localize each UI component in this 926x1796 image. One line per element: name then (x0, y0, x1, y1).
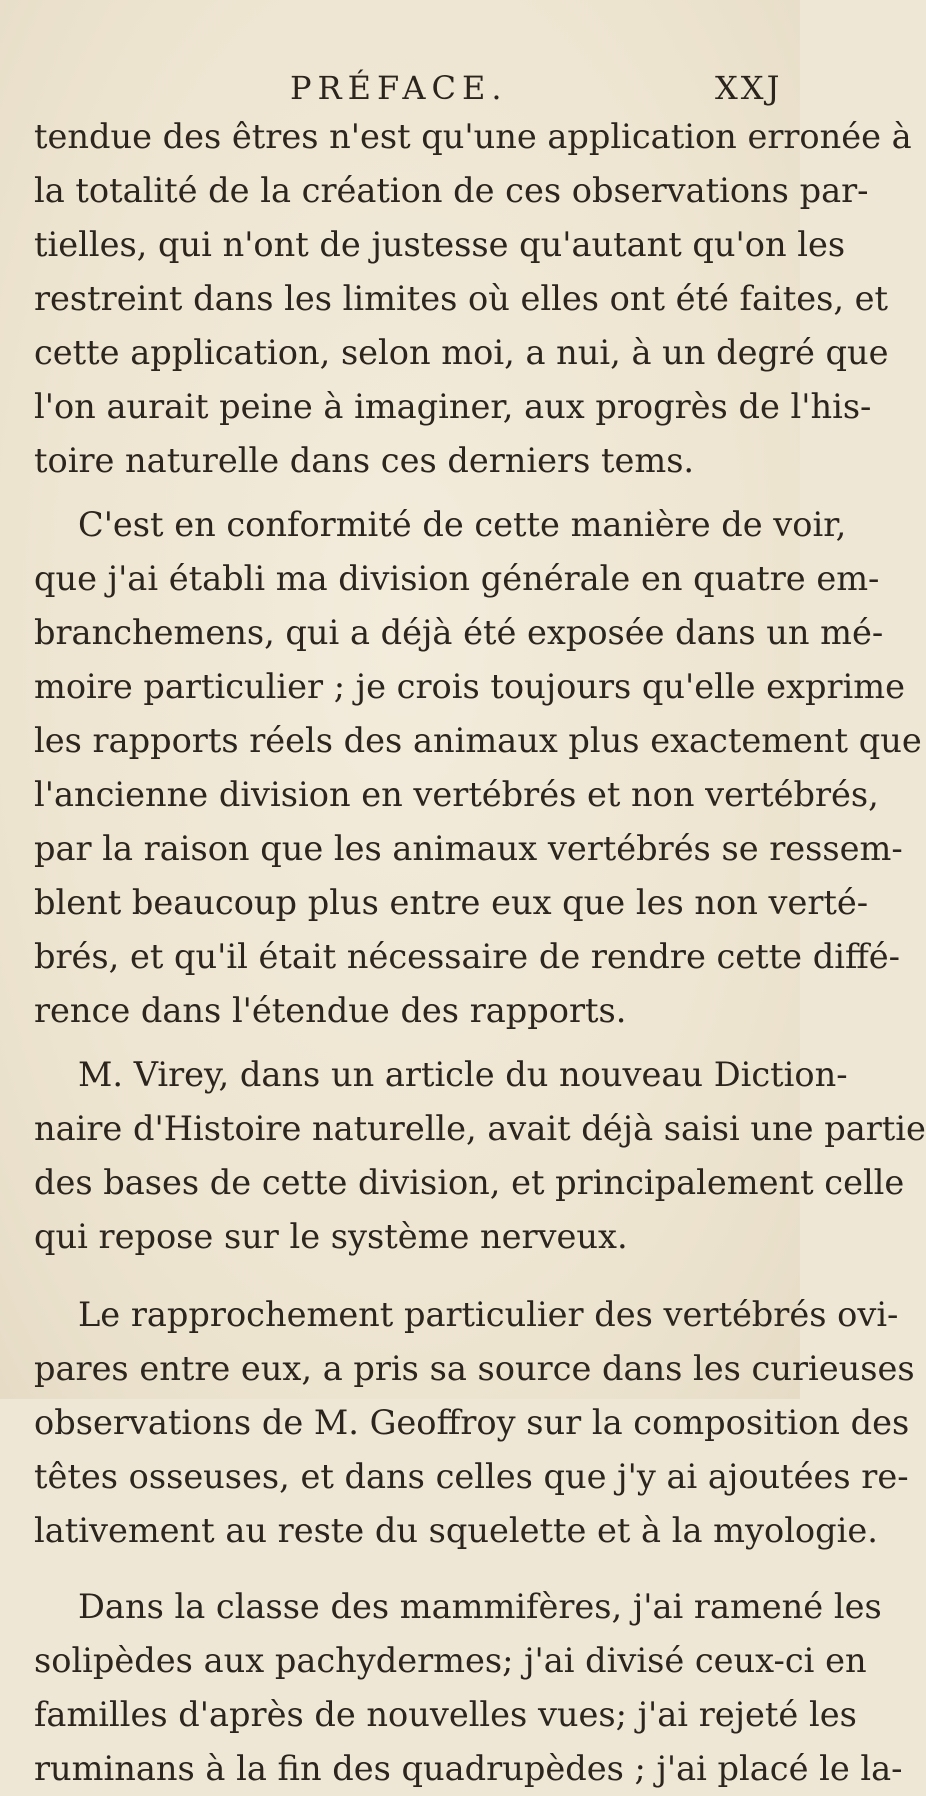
body-text (34, 110, 926, 1796)
text-line: Le rapprochement particulier des vertébrés ovi- (78, 1295, 899, 1334)
paragraph (34, 1580, 903, 1796)
running-title: PRÉFACE. (290, 69, 508, 107)
text-line: la totalité de la création de ces observations par- (34, 171, 869, 210)
text-line: qui repose sur le système nerveux. (34, 1217, 628, 1256)
text-line: tielles, qui n'ont de justesse qu'autant qu'on les (34, 225, 846, 264)
text-line: par la raison que les animaux vertébrés se ressem- (34, 829, 903, 868)
text-line: l'on aurait peine à imaginer, aux progrès de l'his- (34, 387, 872, 426)
text-line: ruminans à la fin des quadrupèdes ; j'ai placé le la- (34, 1749, 903, 1788)
running-head (0, 68, 800, 108)
text-line: les rapports réels des animaux plus exactement que (34, 721, 922, 760)
text-line: branchemens, qui a déjà été exposée dans un mé- (34, 613, 884, 652)
paragraph (34, 110, 912, 488)
text-line: brés, et qu'il était nécessaire de rendre cette diffé- (34, 937, 901, 976)
text-line: naire d'Histoire naturelle, avait déjà saisi une partie (34, 1109, 926, 1148)
paragraph (34, 1288, 915, 1558)
page-number: XXJ (715, 69, 783, 107)
text-line: C'est en conformité de cette manière de voir, (78, 505, 847, 544)
text-line: solipèdes aux pachydermes; j'ai divisé ceux-ci en (34, 1641, 867, 1680)
text-line: l'ancienne division en vertébrés et non vertébrés, (34, 775, 879, 814)
text-line: que j'ai établi ma division générale en quatre em- (34, 559, 880, 598)
text-line: M. Virey, dans un article du nouveau Diction- (78, 1055, 848, 1094)
paragraph (34, 1048, 926, 1264)
text-line: lativement au reste du squelette et à la myologie. (34, 1511, 878, 1550)
text-line: cette application, selon moi, a nui, à un degré que (34, 333, 889, 372)
text-line: pares entre eux, a pris sa source dans les curieuses (34, 1349, 915, 1388)
text-line: Dans la classe des mammifères, j'ai ramené les (78, 1587, 882, 1626)
text-line: blent beaucoup plus entre eux que les non verté- (34, 883, 869, 922)
text-line: tendue des êtres n'est qu'une application erronée à (34, 117, 912, 156)
text-line: rence dans l'étendue des rapports. (34, 991, 627, 1030)
text-line: têtes osseuses, et dans celles que j'y ai ajoutées re- (34, 1457, 909, 1496)
text-line: toire naturelle dans ces derniers tems. (34, 441, 695, 480)
text-line: des bases de cette division, et principalement celle (34, 1163, 905, 1202)
text-line: observations de M. Geoffroy sur la composition des (34, 1403, 910, 1442)
text-line: restreint dans les limites où elles ont été faites, et (34, 279, 889, 318)
paragraph (34, 498, 922, 1038)
text-line: moire particulier ; je crois toujours qu'elle exprime (34, 667, 905, 706)
text-line: familles d'après de nouvelles vues; j'ai rejeté les (34, 1695, 857, 1734)
